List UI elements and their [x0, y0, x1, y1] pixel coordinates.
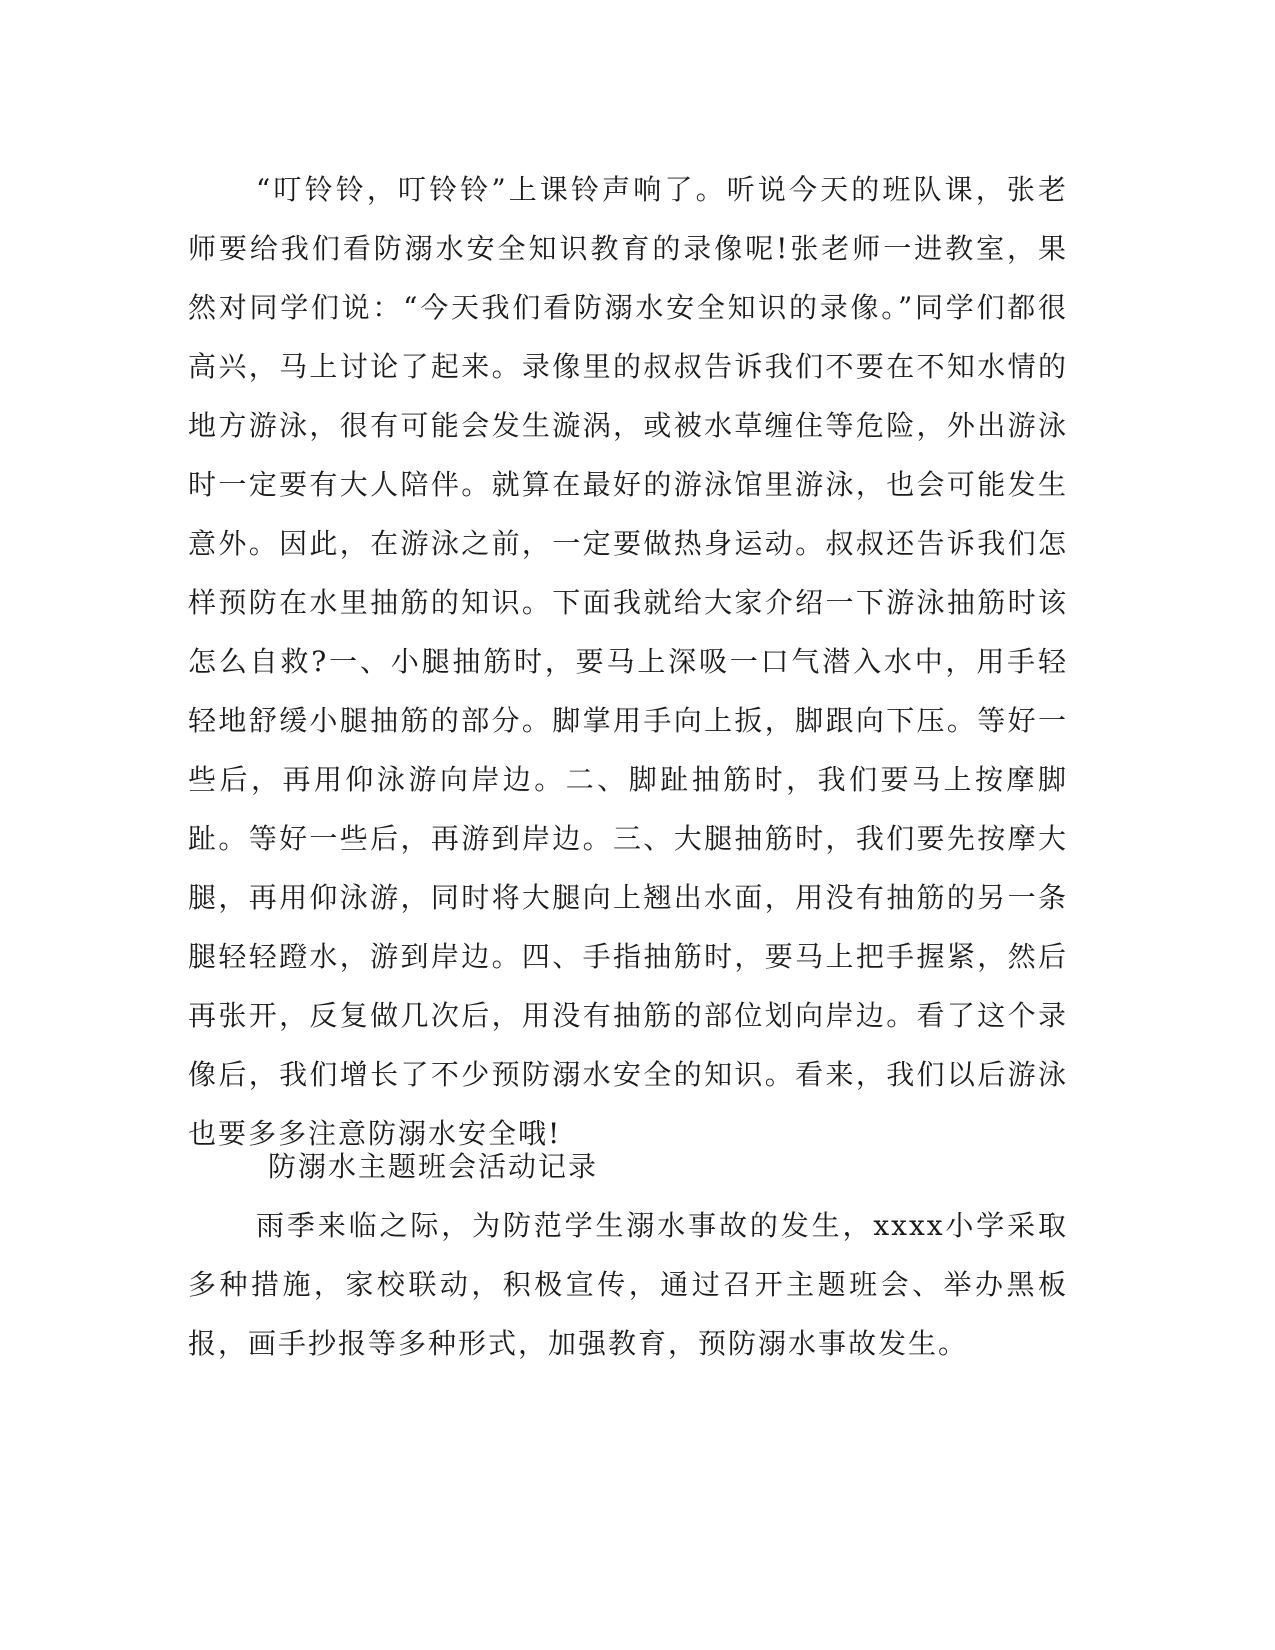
body-paragraph-class-meeting: 雨季来临之际，为防范学生溺水事故的发生，xxxx小学采取多种措施，家校联动，积极宣传，通过召开主题班会、举办黑板报，画手抄报等多种形式，加强教育，预防溺水事故发生。	[188, 1209, 1068, 1360]
section-heading: 防溺水主题班会活动记录	[268, 1150, 599, 1183]
body-paragraph-video-lesson: “叮铃铃，叮铃铃”上课铃声响了。听说今天的班队课，张老师要给我们看防溺水安全知识教育的录像呢!张老师一进教室，果然对同学们说：“今天我们看防溺水安全知识的录像。”同学们都很高兴，马上讨论了起来。录像里的叔叔告诉我们不要在不知水情的地方游泳，很有可能会发生漩涡，或被水草缠住等危险，外出游泳时一定要有大人陪伴。就算在最好的游泳馆里游泳，也会可能发生意外。因此，在游泳之前，一定要做热身运动。叔叔还告诉我们怎样预防在水里抽筋的知识。下面我就给大家介绍一下游泳抽筋时该怎么自救?一、小腿抽筋时，要马上深吸一口气潜入水中，用手轻轻地舒缓小腿抽筋的部分。脚掌用手向上扳，脚跟向下压。等好一些后，再用仰泳游向岸边。二、脚趾抽筋时，我们要马上按摩脚趾。等好一些后，再游到岸边。三、大腿抽筋时，我们要先按摩大腿，再用仰泳游，同时将大腿向上翘出水面，用没有抽筋的另一条腿轻轻蹬水，游到岸边。四、手指抽筋时，要马上把手握紧，然后再张开，反复做几次后，用没有抽筋的部位划向岸边。看了这个录像后，我们增长了不少预防溺水安全的知识。看来，我们以后游泳也要多多注意防溺水安全哦!	[188, 173, 1068, 1150]
